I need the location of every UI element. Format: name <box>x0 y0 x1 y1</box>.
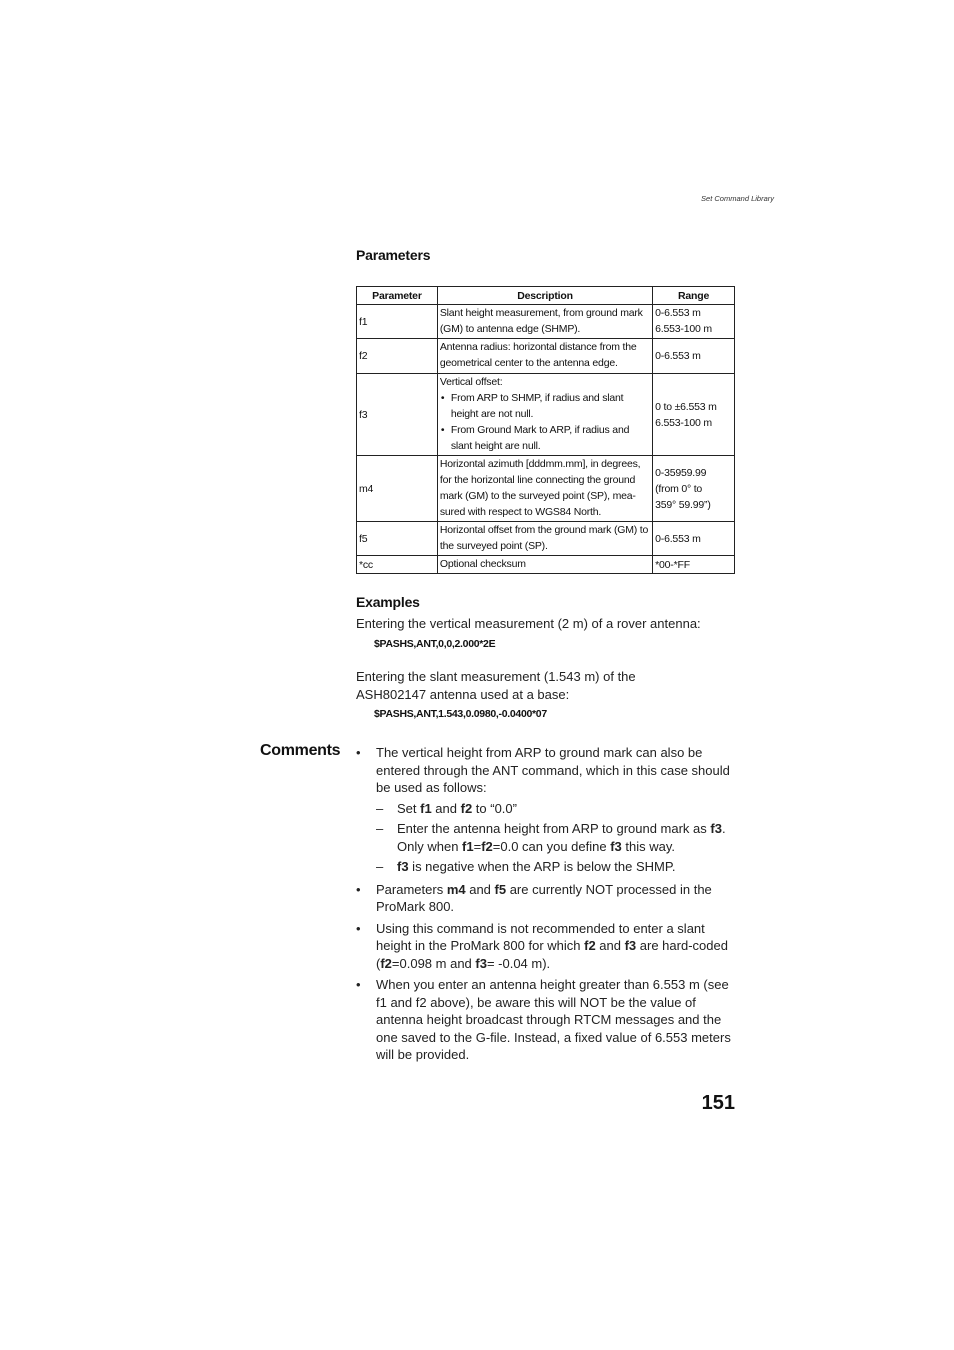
description-cell <box>437 374 652 456</box>
description-text: Vertical offset: <box>439 376 503 388</box>
parameters-table <box>356 286 735 574</box>
param-cell: f5 <box>357 522 438 556</box>
example-1-text: Entering the vertical measurement (2 m) of a rover antenna: <box>356 616 701 631</box>
comment-text: The vertical height from ARP to ground mark can also be entered through the ANT command, which in this case should be used as follows: <box>376 745 730 795</box>
range-cell <box>653 456 735 522</box>
param-cell: *cc <box>357 556 438 574</box>
column-header-range: Range <box>653 287 735 305</box>
description-bullet: • From Ground Mark to ARP, if radius and slant height are null. <box>440 422 650 454</box>
range-cell <box>653 522 735 556</box>
range-line: 0-6.553 m <box>655 307 701 319</box>
comment-sublist <box>376 800 734 876</box>
table-row <box>357 456 735 522</box>
description-cell: Slant height measurement, from ground mark (GM) to antenna edge (SHMP). <box>437 305 652 339</box>
comment-item: • Parameters m4 and f5 are currently NOT processed in the ProMark 800. <box>356 881 734 916</box>
range-cell <box>653 374 735 456</box>
comment-subitem: – f3 is negative when the ARP is below the SHMP. <box>376 858 734 876</box>
comment-subitem: – Enter the antenna height from ARP to ground mark as f3. Only when f1=f2=0.0 can you define f3 this way. <box>376 820 734 855</box>
range-cell <box>653 556 735 574</box>
example-1-command: $PASHS,ANT,0,0,2.000*2E <box>374 638 496 650</box>
comment-item: • Using this command is not recommended to enter a slant height in the ProMark 800 for which f2 and f3 are hard-coded (f2=0.098 m and f3= -0.04 m). <box>356 920 734 973</box>
comment-subitem: – Set f1 and f2 to “0.0” <box>376 800 734 818</box>
param-cell: f3 <box>357 374 438 456</box>
range-line: (from 0° to <box>655 482 703 495</box>
example-2-text: Entering the slant measurement (1.543 m) of the ASH802147 antenna used at a base: <box>356 669 636 702</box>
range-line: 6.553-100 m <box>655 323 712 335</box>
comments-heading: Comments <box>260 742 341 759</box>
description-cell: Antenna radius: horizontal distance from the geometrical center to the antenna edge. <box>437 339 652 374</box>
range-line: 359° 59.99”) <box>655 498 711 511</box>
range-line: *00-*FF <box>655 558 690 571</box>
table-row <box>357 305 735 339</box>
description-cell: Horizontal offset from the ground mark (GM) to the surveyed point (SP). <box>437 522 652 556</box>
description-bullet: • From ARP to SHMP, if radius and slant height are not null. <box>440 390 650 422</box>
range-cell <box>653 339 735 374</box>
table-row <box>357 374 735 456</box>
page-number: 151 <box>701 1092 735 1114</box>
description-cell: Horizontal azimuth [dddmm.mm], in degrees, for the horizontal line connecting the ground mark (GM) to the surveyed point (SP), mea-sured with respect to WGS84 North. <box>437 456 652 522</box>
range-line: 6.553-100 m <box>655 416 712 429</box>
comment-item: • When you enter an antenna height greater than 6.553 m (see f1 and f2 above), be aware this will NOT be the value of antenna height broadcast through RTCM messages and the one saved to the G-file. Instead, a fixed value of 6.553 meters will be provided. <box>356 976 734 1064</box>
comment-item <box>356 744 734 876</box>
table-row <box>357 339 735 374</box>
table-header-row <box>357 287 735 305</box>
range-line: 0 to ±6.553 m <box>655 400 717 413</box>
param-cell: f1 <box>357 305 438 339</box>
description-cell: Optional checksum <box>437 556 652 574</box>
table-row <box>357 556 735 574</box>
param-cell: m4 <box>357 456 438 522</box>
range-line: 0-6.553 m <box>655 532 701 545</box>
param-cell: f2 <box>357 339 438 374</box>
examples-heading: Examples <box>356 594 420 610</box>
column-header-parameter: Parameter <box>357 287 438 305</box>
comments-list <box>356 744 734 1068</box>
range-line: 0-35959.99 <box>655 466 707 479</box>
range-line: 0-6.553 m <box>655 350 701 362</box>
range-cell <box>653 305 735 339</box>
running-header: Set Command Library <box>701 194 774 203</box>
parameters-heading: Parameters <box>356 247 431 263</box>
table-row <box>357 522 735 556</box>
column-header-description: Description <box>437 287 652 305</box>
example-2-command: $PASHS,ANT,1.543,0.0980,-0.0400*07 <box>374 708 547 720</box>
description-bullets <box>440 390 650 454</box>
